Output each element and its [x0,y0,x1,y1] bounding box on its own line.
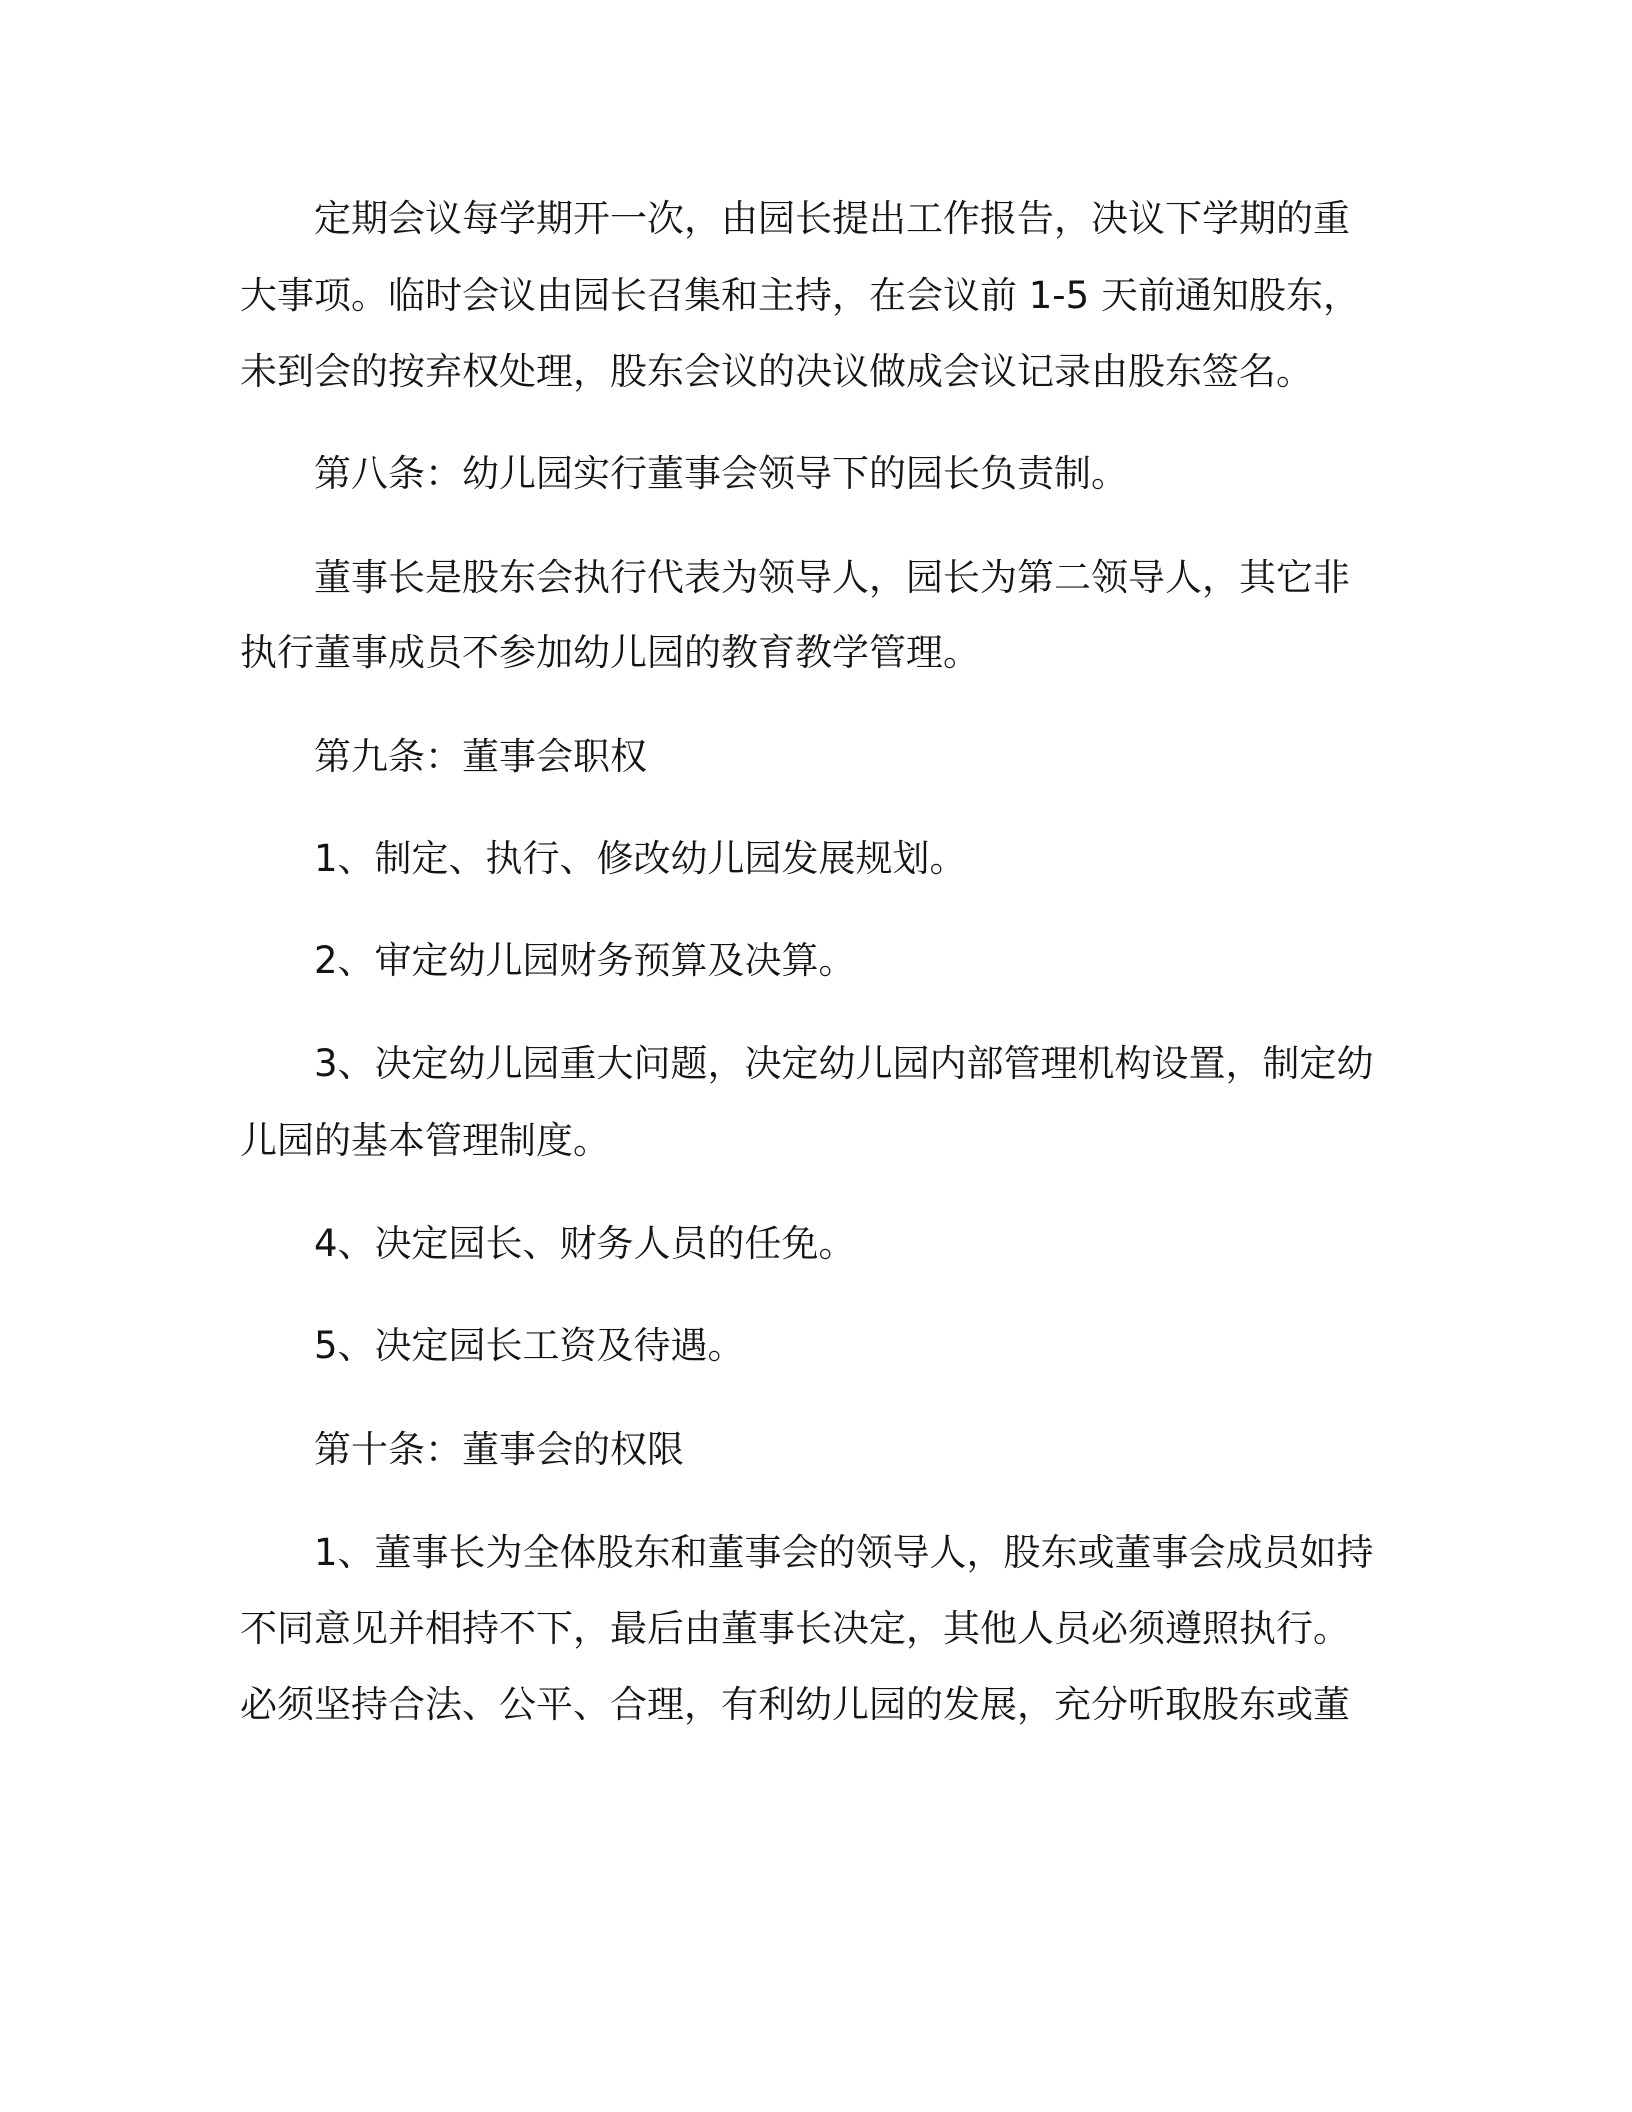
article-heading: 第九条：董事会职权 [314,735,647,778]
list-item: 4、决定园长、财务人员的任免。 [314,1222,856,1265]
text-line: 定期会议每学期开一次，由园长提出工作报告，决议下学期的重 [314,197,1350,240]
text-line: 执行董事成员不参加幼儿园的教育教学管理。 [240,631,980,674]
text-line: 未到会的按弃权处理，股东会议的决议做成会议记录由股东签名。 [240,350,1313,393]
list-item: 2、审定幼儿园财务预算及决算。 [314,939,856,982]
text-line: 不同意见并相持不下，最后由董事长决定，其他人员必须遵照执行。 [240,1607,1350,1650]
list-item: 1、制定、执行、修改幼儿园发展规划。 [314,837,967,880]
article-heading: 第十条：董事会的权限 [314,1428,684,1471]
list-item: 5、决定园长工资及待遇。 [314,1324,745,1367]
text-line: 大事项。临时会议由园长召集和主持，在会议前 1-5 天前通知股东， [240,274,1360,317]
list-item: 1、董事长为全体股东和董事会的领导人，股东或董事会成员如持 [314,1531,1374,1574]
text-line: 必须坚持合法、公平、合理，有利幼儿园的发展，充分听取股东或董 [240,1683,1350,1726]
article-heading: 第八条：幼儿园实行董事会领导下的园长负责制。 [314,452,1128,495]
text-line: 董事长是股东会执行代表为领导人，园长为第二领导人，其它非 [314,556,1350,599]
list-item: 3、决定幼儿园重大问题，决定幼儿园内部管理机构设置，制定幼 [314,1042,1374,1085]
list-item-continued: 儿园的基本管理制度。 [240,1119,610,1162]
